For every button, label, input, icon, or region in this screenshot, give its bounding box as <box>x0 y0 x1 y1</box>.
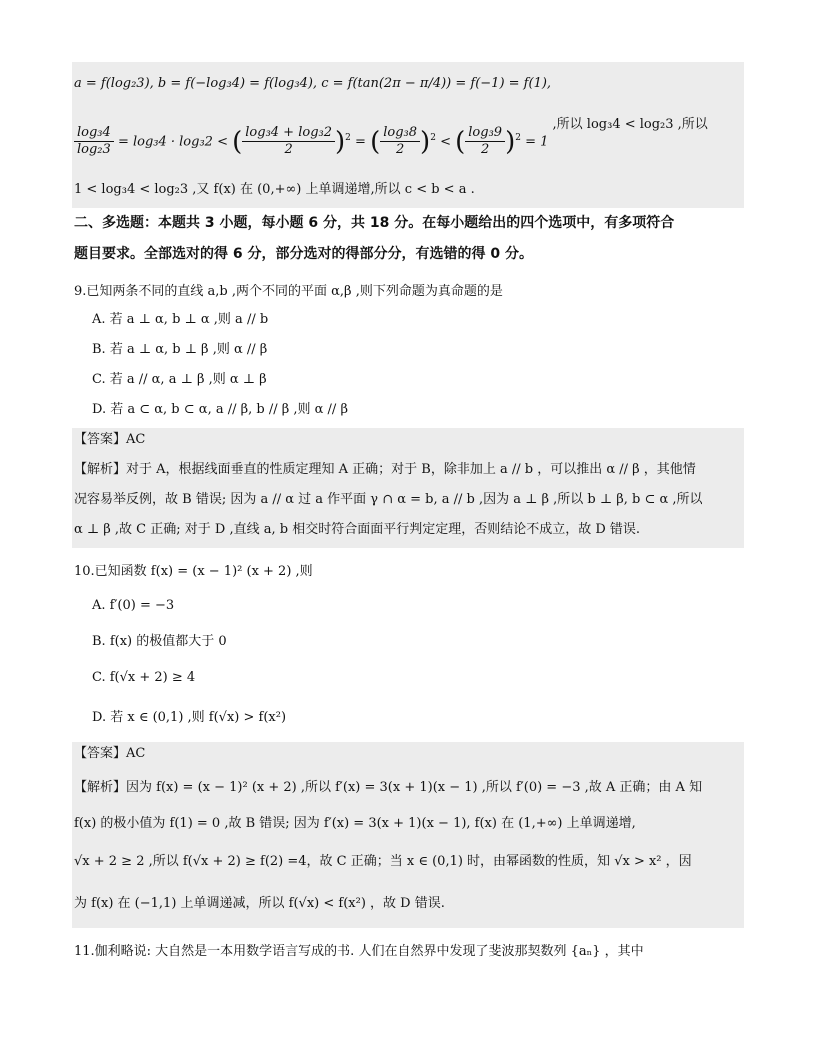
fraction-log9: $\frac{\text{log₃9}}{2}$ <box>465 125 505 158</box>
fraction-log-ratio: $\frac{\text{log₃4}}{\text{log₂3}}$ <box>74 125 114 158</box>
q10-stem: 10.已知函数 f(x) = (x − 1)² (x + 2) ,则 <box>74 564 313 579</box>
q10-explanation-line-1: 【解析】因为 f(x) = (x − 1)² (x + 2) ,所以 f′(x) = 3(x + 1)(x − 1) ,所以 f′(0) = −3 ,故 A 正确；由 A 知 <box>74 780 703 795</box>
prev-solution-line-2: $\frac{\text{log₃4}}{\text{log₂3}}$ = log₃4 · log₃2 < ( $\frac{\text{log₃4 + log₃2}}{2}$ )$^2$ = ( $\frac{\text{log₃8}}{2}$ )$^2$ < ( $\frac{\text{log₃9}}{2}$ )$^2$ = 1 ,所以 log₃4 < log₂3 ,所以 <box>74 114 742 162</box>
q9-explanation-line-1: 【解析】对于 A，根据线面垂直的性质定理知 A 正确；对于 B，除非加上 a // b ，可以推出 α // β ，其他情 <box>74 462 696 477</box>
q10-option-d: D. 若 x ∈ (0,1) ,则 f(√x) > f(x²) <box>92 710 287 725</box>
q9-stem: 9.已知两条不同的直线 a,b ,两个不同的平面 α,β ,则下列命题为真命题的是 <box>74 284 503 299</box>
q10-explanation-line-2: f(x) 的极小值为 f(1) = 0 ,故 B 错误; 因为 f′(x) = 3(x + 1)(x − 1), f(x) 在 (1,+∞) 上单调递增, <box>74 816 636 831</box>
q10-option-b: B. f(x) 的极值都大于 0 <box>92 634 227 649</box>
q9-explanation-line-3: α ⊥ β ,故 C 正确; 对于 D ,直线 a, b 相交时符合面面平行判定定理，否则结论不成立，故 D 错误. <box>74 522 641 537</box>
q10-answer: 【答案】AC <box>74 746 146 761</box>
q10-option-c: C. f(√x + 2) ≥ 4 <box>92 670 196 685</box>
q9-option-a: A. 若 a ⊥ α, b ⊥ α ,则 a // b <box>92 312 269 327</box>
q9-option-d: D. 若 a ⊂ α, b ⊂ α, a // β, b // β ,则 α // β <box>92 402 348 417</box>
prev-solution-line-1: a = f(log₂3), b = f(−log₃4) = f(log₃4), c = f(tan(2π − π/4)) = f(−1) = f(1), <box>74 76 552 91</box>
q11-stem: 11.伽利略说: 大自然是一本用数学语言写成的书. 人们在自然界中发现了斐波那契数列 {aₙ} ，其中 <box>74 944 644 959</box>
q9-option-b: B. 若 a ⊥ α, b ⊥ β ,则 α // β <box>92 342 268 357</box>
q9-explanation-line-2: 况容易举反例，故 B 错误; 因为 a // α 过 a 作平面 γ ∩ α = b, a // b ,因为 a ⊥ β ,所以 b ⊥ β, b ⊂ α ,所以 <box>74 492 703 507</box>
prev-solution-line-3: 1 < log₃4 < log₂3 ,又 f(x) 在 (0,+∞) 上单调递增,所以 c < b < a . <box>74 182 475 197</box>
fraction-mean: $\frac{\text{log₃4 + log₃2}}{2}$ <box>242 125 335 158</box>
q10-explanation-line-4: 为 f(x) 在 (−1,1) 上单调递减，所以 f(√x) < f(x²) ，故 D 错误. <box>74 896 445 911</box>
section-heading-line-2: 题目要求。全部选对的得 6 分，部分选对的得部分分，有选错的得 0 分。 <box>74 246 533 262</box>
q9-answer: 【答案】AC <box>74 432 146 447</box>
q9-option-c: C. 若 a // α, a ⊥ β ,则 α ⊥ β <box>92 372 267 387</box>
fraction-log8: $\frac{\text{log₃8}}{2}$ <box>380 125 420 158</box>
section-heading-line-1: 二、多选题：本题共 3 小题，每小题 6 分，共 18 分。在每小题给出的四个选项中，有多项符合 <box>74 215 675 231</box>
q10-explanation-line-3: √x + 2 ≥ 2 ,所以 f(√x + 2) ≥ f(2) =4，故 C 正确；当 x ∈ (0,1) 时，由幂函数的性质，知 √x > x² ，因 <box>74 854 692 869</box>
q10-option-a: A. f′(0) = −3 <box>92 598 175 613</box>
